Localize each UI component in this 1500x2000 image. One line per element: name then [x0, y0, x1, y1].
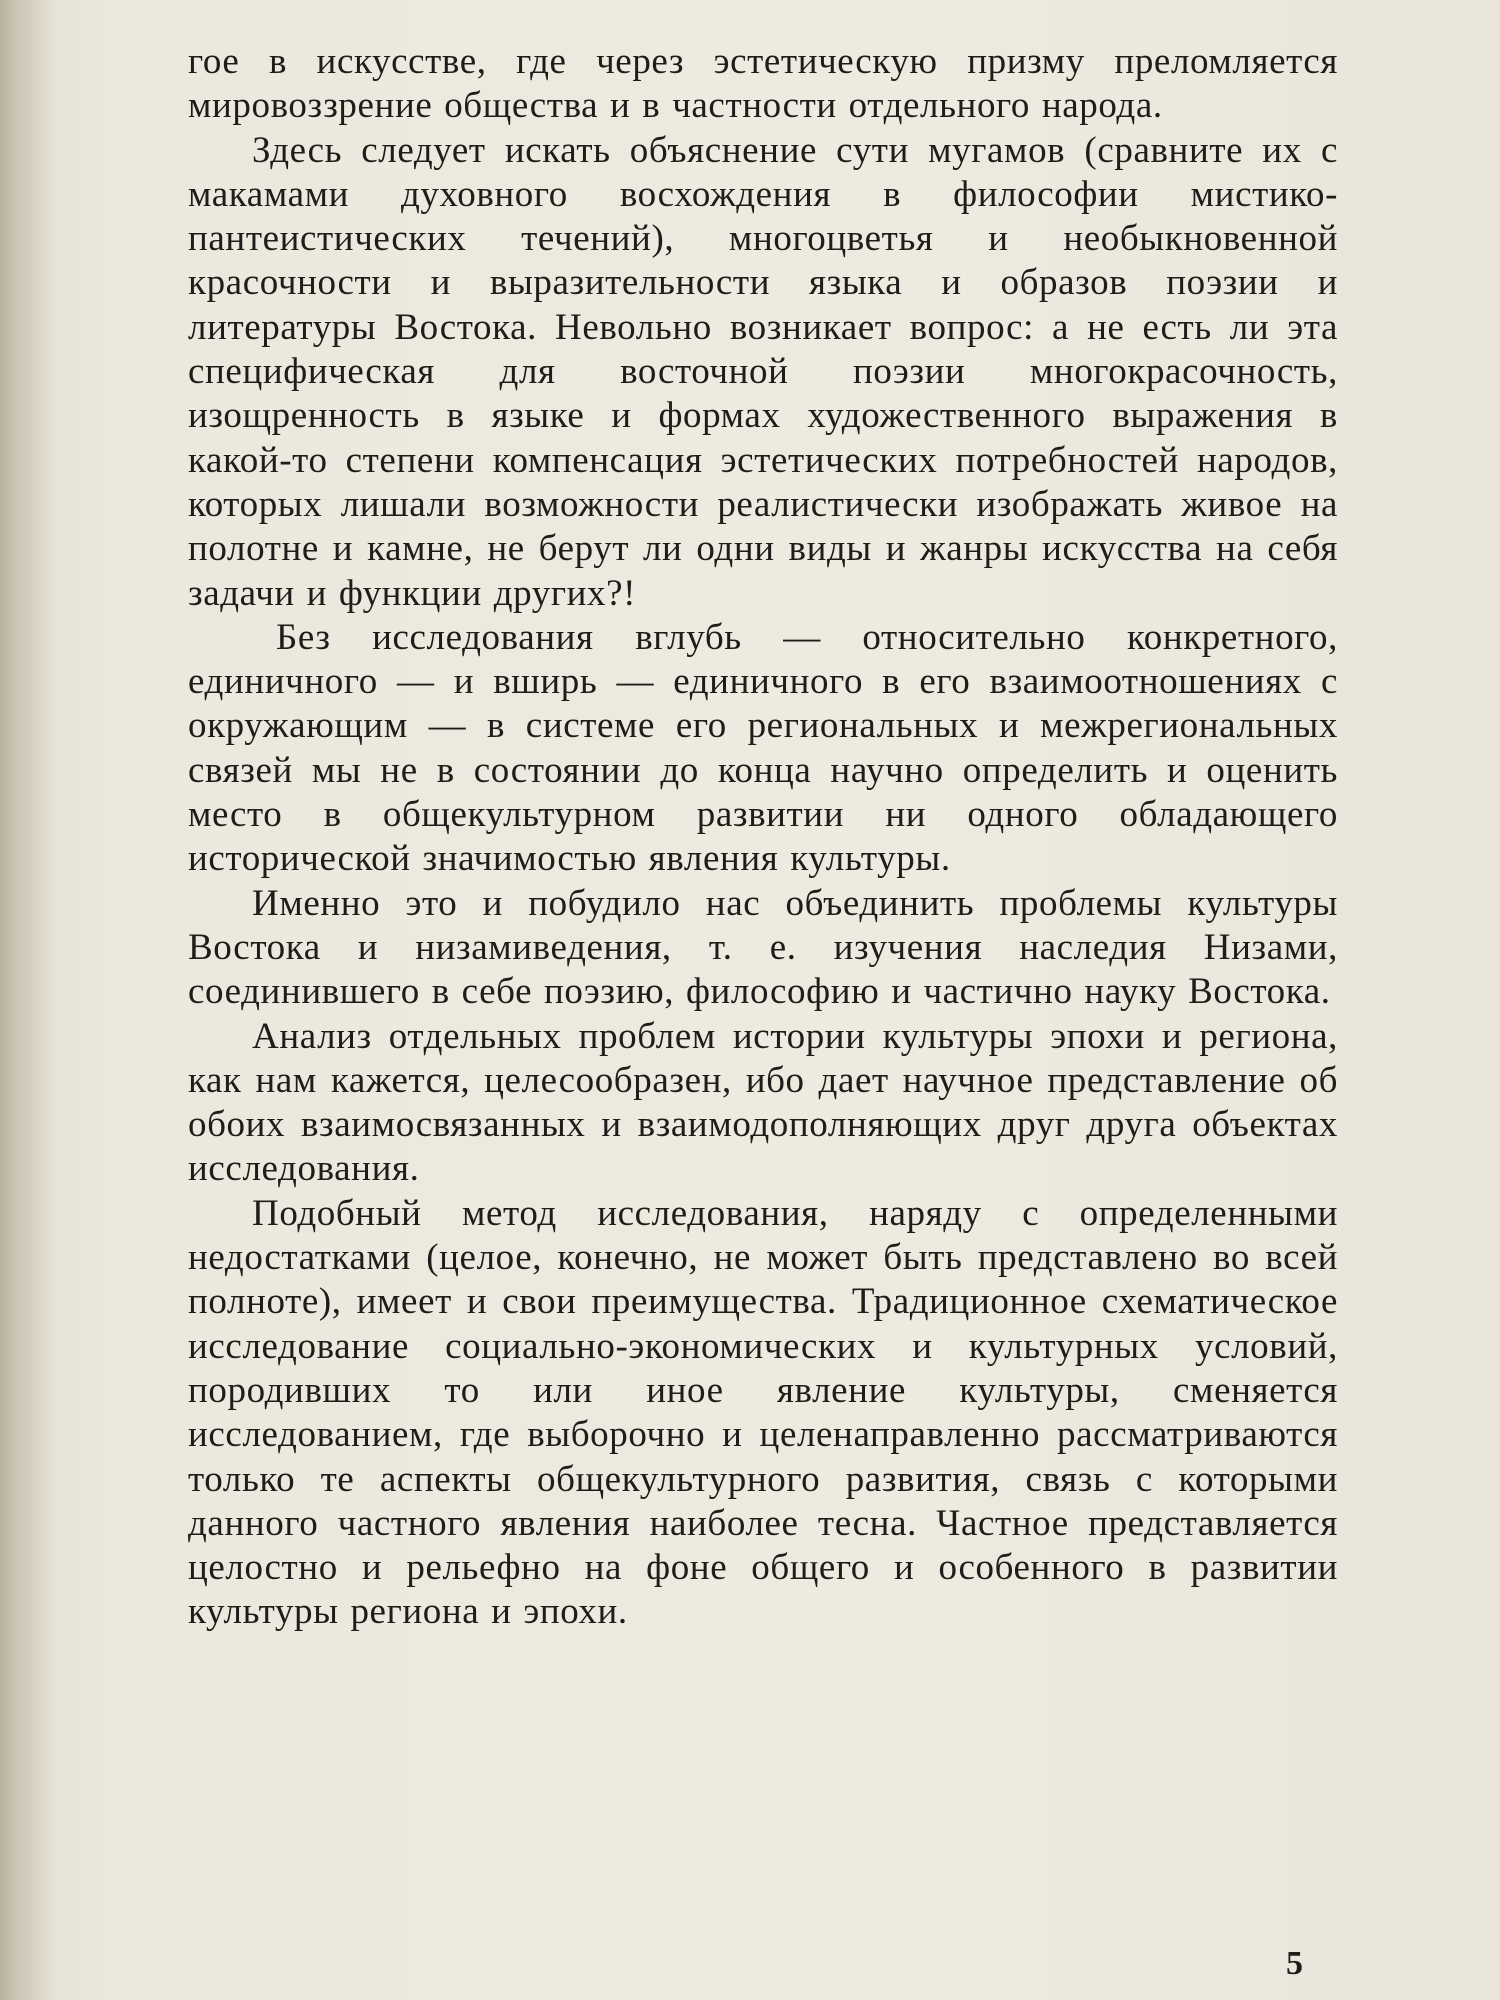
- paragraph-mugams: Здесь следует искать объяснение сути мугамов (сравните их с макамами духовного восхождения в философии мистико-пантеистических течений), многоцветья и необыкновенной красочности и выразительности языка и образов поэзии и литературы Востока. Невольно возникает вопрос: а не есть ли эта специфическая для восточной поэзии многокрасочность, изощренность в языке и формах художественного выражения в какой-то степени компенсация эстетических потребностей народов, которых лишали возможности реалистически изображать живое на полотне и камне, не берут ли одни виды и жанры искусства на себя задачи и функции других?!: [188, 129, 1338, 614]
- paragraph-nizami: Именно это и побудило нас объединить проблемы культуры Востока и низамиведения, т. е. изучения наследия Низами, соединившего в себе поэзию, философию и частично науку Востока.: [188, 882, 1338, 1013]
- paragraph-research-depth: Без исследования вглубь — относительно конкретного, единичного — и вширь — единичного в его взаимоотношениях с окружающим — в системе его региональных и межрегиональных связей мы не в состоянии до конца научно определить и оценить место в общекультурном развитии ни одного обладающего исторической значимостью явления культуры.: [188, 616, 1338, 880]
- paragraph-analysis: Анализ отдельных проблем истории культуры эпохи и региона, как нам кажется, целесообразен, ибо дает научное представление об обоих взаимосвязанных и взаимодополняющих друг друга объектах исследования.: [188, 1015, 1338, 1190]
- binding-gutter: [0, 0, 55, 2000]
- paragraph-continuation: гое в искусстве, где через эстетическую призму преломляется мировоззрение общества и в частности отдельного народа.: [188, 41, 1338, 127]
- page-number: 5: [1286, 1945, 1303, 1982]
- paragraph-method: Подобный метод исследования, наряду с определенными недостатками (целое, конечно, не может быть представлено во всей полноте), имеет и свои преимущества. Традиционное схематическое исследование социально-экономических и культурных условий, породивших то или иное явление культуры, сменяется исследованием, где выборочно и целенаправленно рассматриваются только те аспекты общекультурного развития, связь с которыми данного частного явления наиболее тесна. Частное представляется целостно и рельефно на фоне общего и особенного в развитии культуры региона и эпохи.: [188, 1192, 1338, 1633]
- page-text-block: [188, 40, 1338, 1635]
